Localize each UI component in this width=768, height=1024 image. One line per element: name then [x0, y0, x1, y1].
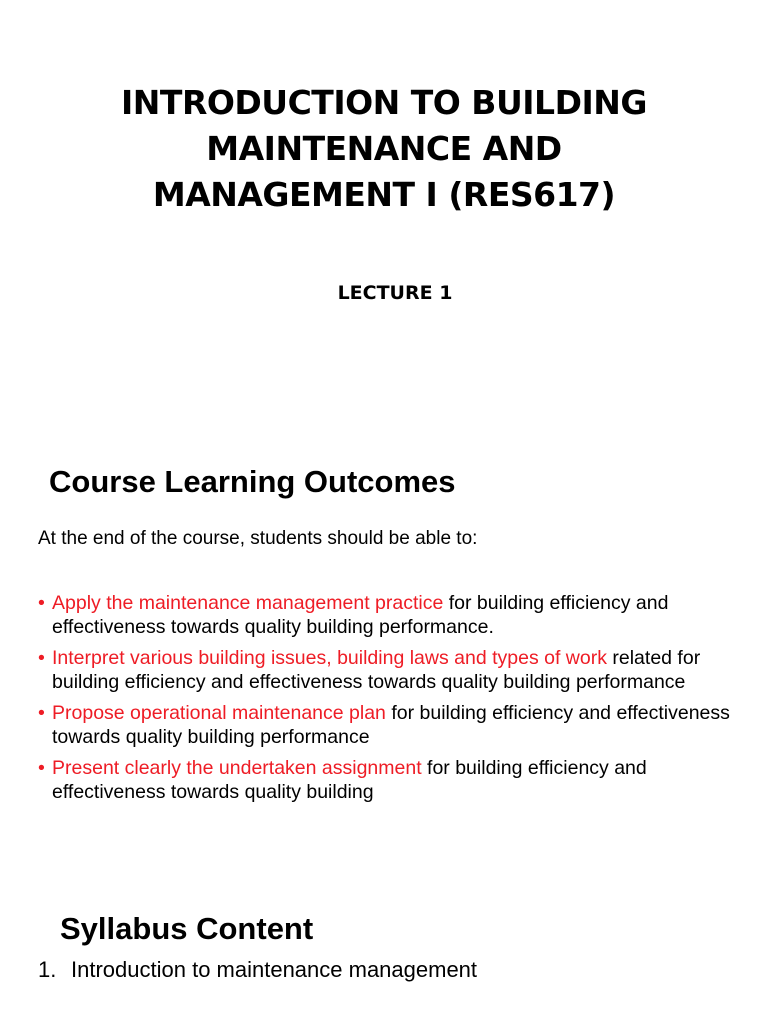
outcome-highlight: Present clearly the undertaken assignment: [52, 757, 422, 779]
outcomes-list: [38, 592, 750, 812]
title-line: MAINTENANCE AND: [206, 129, 562, 168]
outcome-item: [38, 647, 750, 694]
outcome-highlight: Propose operational maintenance plan: [52, 702, 386, 724]
bullet-icon: •: [38, 592, 45, 614]
outcome-item: [38, 592, 750, 639]
syllabus-list: [38, 956, 477, 984]
outcome-text: for building efficiency and effectiveness towards quality building performance: [52, 702, 730, 748]
syllabus-item-number: 1.: [38, 957, 57, 982]
outcome-item: [38, 702, 750, 749]
bullet-icon: •: [38, 702, 45, 724]
outcomes-intro: At the end of the course, students should be able to:: [38, 528, 478, 549]
outcome-item: [38, 757, 750, 804]
syllabus-heading: Syllabus Content: [60, 911, 314, 946]
outcome-highlight: Apply the maintenance management practice: [52, 592, 444, 614]
outcomes-heading: Course Learning Outcomes: [49, 464, 456, 499]
bullet-icon: •: [38, 757, 45, 779]
outcome-text: related for building efficiency and effectiveness towards quality building performance: [52, 647, 701, 693]
lecture-label: LECTURE 1: [337, 282, 453, 304]
document-title: [0, 80, 768, 218]
title-line: MANAGEMENT I (RES617): [152, 175, 616, 214]
syllabus-item: [38, 956, 477, 984]
syllabus-item-text: Introduction to maintenance management: [71, 957, 478, 982]
outcome-highlight: Interpret various building issues, building laws and types of work: [52, 647, 607, 669]
title-line: INTRODUCTION TO BUILDING: [121, 83, 647, 122]
outcome-text: for building efficiency and effectiveness towards quality building performance.: [52, 592, 669, 638]
outcome-text: for building efficiency and effectiveness towards quality building: [52, 757, 647, 803]
bullet-icon: •: [38, 647, 45, 669]
